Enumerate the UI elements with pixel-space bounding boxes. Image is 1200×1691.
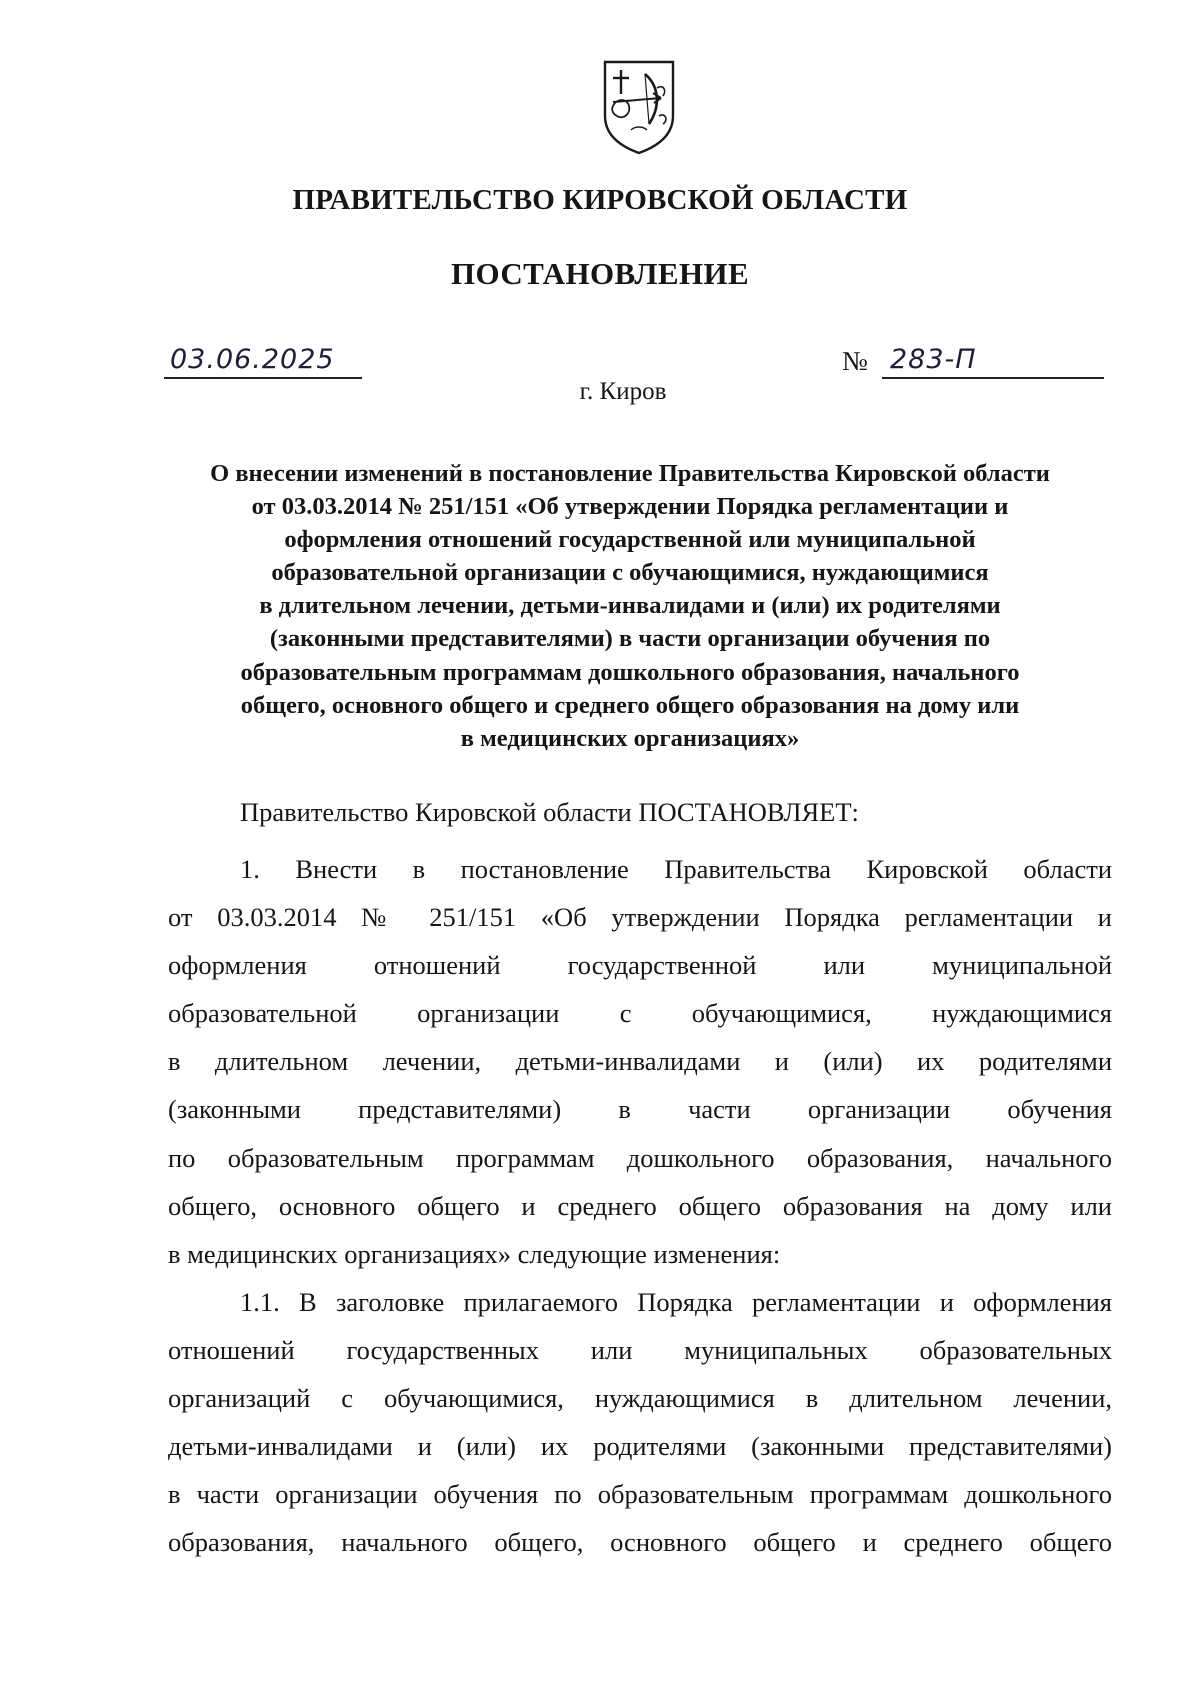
heading-line: общего, основного общего и среднего общего образования на дому или xyxy=(240,691,1020,719)
document-number: 283-П xyxy=(890,344,977,375)
heading-line: в длительном лечении, детьми-инвалидами и (или) их родителями xyxy=(259,592,1001,620)
document-type: ПОСТАНОВЛЕНИЕ xyxy=(450,256,750,291)
number-sign: № xyxy=(842,346,868,376)
preamble: Правительство Кировской области ПОСТАНОВЛЯЕТ: xyxy=(240,797,859,827)
document-date: 03.06.2025 xyxy=(170,344,335,375)
heading-line: в медицинских организациях» xyxy=(460,724,800,752)
number-field xyxy=(882,343,1104,379)
heading-line: (законными представителями) в части организации обучения по xyxy=(269,625,991,653)
organization-title: ПРАВИТЕЛЬСТВО КИРОВСКОЙ ОБЛАСТИ xyxy=(292,184,908,216)
body-line: по образовательным программам дошкольного образования, начального xyxy=(168,1142,1112,1173)
body-line: образования, начального общего, основного общего и среднего общего xyxy=(168,1527,1112,1558)
body-line: 1.1. В заголовке прилагаемого Порядка регламентации и оформления xyxy=(240,1286,1112,1317)
heading-line: образовательной организации с обучающимися, нуждающимися xyxy=(271,559,989,587)
body-line: в медицинских организациях» следующие изменения: xyxy=(168,1238,781,1269)
body-line: общего, основного общего и среднего общего образования на дому или xyxy=(168,1190,1112,1221)
body-line: образовательной организации с обучающимися, нуждающимися xyxy=(168,998,1112,1029)
body-line: в длительном лечении, детьми-инвалидами и (или) их родителями xyxy=(168,1046,1112,1077)
city: г. Киров xyxy=(579,378,667,405)
body-line: в части организации обучения по образовательным программам дошкольного xyxy=(168,1479,1112,1510)
body-line: (законными представителями) в части организации обучения xyxy=(168,1094,1112,1125)
document-heading xyxy=(160,457,1100,755)
heading-line: от 03.03.2014 № 251/151 «Об утверждении Порядка регламентации и xyxy=(251,493,1009,521)
body-line: 1. Внести в постановление Правительства Кировской области xyxy=(240,854,1112,884)
body-line: организаций с обучающимися, нуждающимися в длительном лечении, xyxy=(168,1383,1112,1414)
heading-line: образовательным программам дошкольного образования, начального xyxy=(240,658,1020,686)
date-field xyxy=(164,343,362,379)
heading-line: оформления отношений государственной или муниципальной xyxy=(284,526,976,554)
heading-line: О внесении изменений в постановление Правительства Кировской области xyxy=(210,460,1050,487)
body-line: оформления отношений государственной или муниципальной xyxy=(168,950,1112,981)
document-body xyxy=(168,845,1112,1566)
body-line: отношений государственных или муниципальных образовательных xyxy=(168,1334,1112,1365)
body-line: от 03.03.2014 № 251/151 «Об утверждении Порядка регламентации и xyxy=(168,902,1112,933)
kirov-coat-of-arms-icon xyxy=(601,58,677,156)
body-line: детьми-инвалидами и (или) их родителями (законными представителями) xyxy=(168,1431,1112,1462)
